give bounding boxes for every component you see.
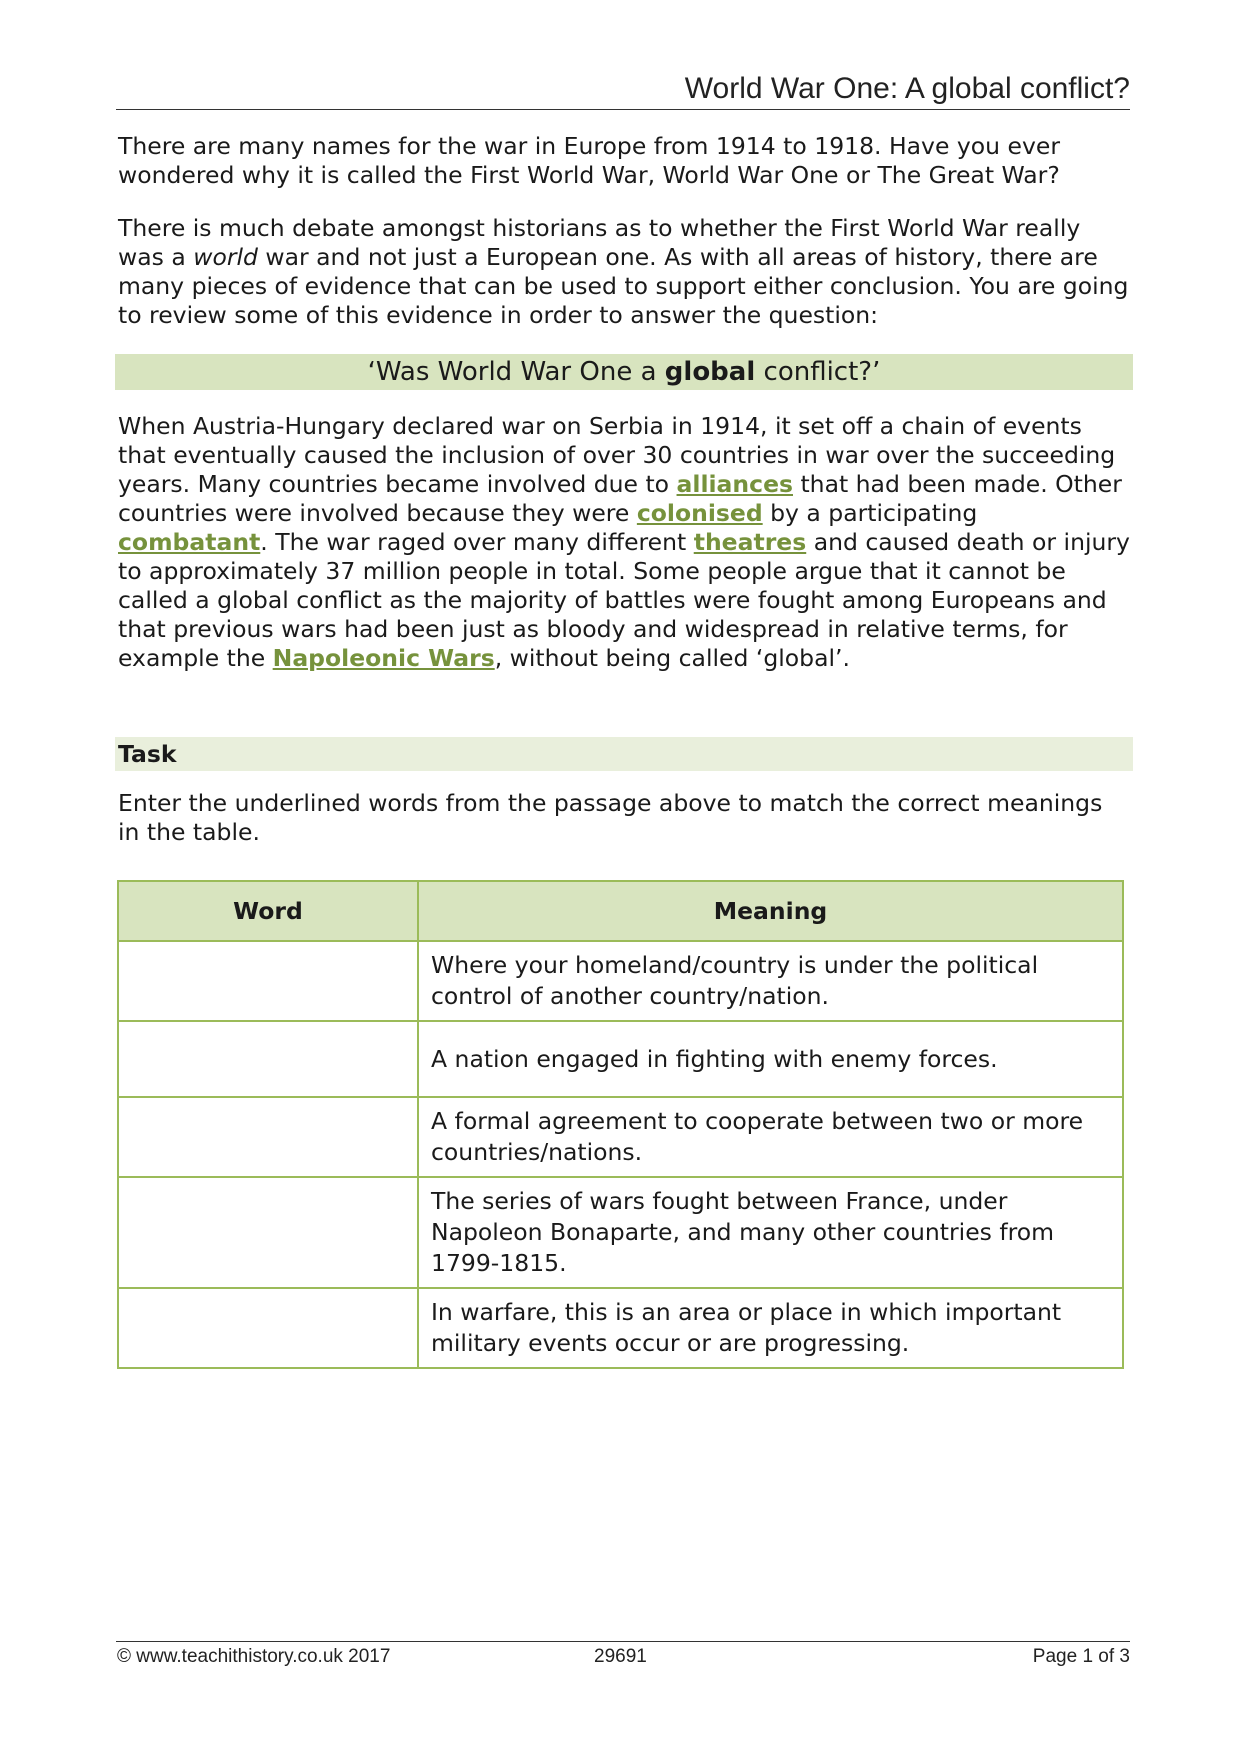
meaning-cell: Where your homeland/country is under the political control of another country/nation. [418, 941, 1123, 1021]
table-row [118, 1021, 1123, 1097]
footer-resource-code: 29691 [594, 1646, 647, 1667]
worksheet-content [118, 132, 1130, 871]
page-header-title: World War One: A global conflict? [684, 72, 1130, 105]
word-answer-cell[interactable] [118, 1021, 418, 1097]
word-answer-cell[interactable] [118, 941, 418, 1021]
task-heading: Task [115, 737, 1133, 771]
passage-paragraph: When Austria-Hungary declared war on Serbia in 1914, it set off a chain of events that eventually caused the inclusion of over 30 countries in war over the succeeding years. Many countries became involved due to alliances that had been made. Other countries were involved because they were colonised by a participating combatant. The war raged over many different theatres and caused death or injury to approximately 37 million people in total. Some people argue that it cannot be called a global conflict as the majority of battles were fought among Europeans and that previous wars had been just as bloody and widespread in relative terms, for example the Napoleonic Wars, without being called ‘global’. [118, 412, 1130, 672]
vocabulary-table [117, 880, 1124, 1369]
emphasis-world: world [193, 243, 258, 271]
term-combatant: combatant [118, 528, 261, 556]
term-theatres: theatres [693, 528, 807, 556]
intro-paragraph-2: There is much debate amongst historians as to whether the First World War really was a world war and not just a European one. As with all areas of history, there are many pieces of evidence that can be used to support either conclusion. You are going to review some of this evidence in order to answer the question: [118, 214, 1129, 329]
meaning-cell: In warfare, this is an area or place in which important military events occur or are progressing. [418, 1288, 1123, 1368]
word-answer-cell[interactable] [118, 1177, 418, 1288]
meaning-cell: A nation engaged in fighting with enemy forces. [418, 1021, 1123, 1097]
column-header-meaning: Meaning [418, 881, 1123, 941]
table-row [118, 1177, 1123, 1288]
meaning-cell: The series of wars fought between France, under Napoleon Bonaparte, and many other countries from 1799-1815. [418, 1177, 1123, 1288]
meaning-cell: A formal agreement to cooperate between two or more countries/nations. [418, 1097, 1123, 1177]
word-answer-cell[interactable] [118, 1097, 418, 1177]
header-divider [116, 109, 1130, 110]
task-instruction: Enter the underlined words from the passage above to match the correct meanings in the table. [118, 789, 1103, 846]
intro-paragraph-1: There are many names for the war in Europe from 1914 to 1918. Have you ever wondered why it is called the First World War, World War One or The Great War? [118, 132, 1061, 189]
question-bold-word: global [664, 357, 756, 387]
table-row [118, 1288, 1123, 1368]
table-header-row [118, 881, 1123, 941]
footer-page-number: Page 1 of 3 [1032, 1646, 1130, 1667]
column-header-word: Word [118, 881, 418, 941]
word-answer-cell[interactable] [118, 1288, 418, 1368]
footer-divider [116, 1641, 1130, 1642]
footer-copyright: © www.teachithistory.co.uk 2017 [117, 1646, 391, 1667]
question-banner: ‘Was World War One a global conflict?’ [115, 354, 1133, 390]
table-row [118, 941, 1123, 1021]
term-colonised: colonised [636, 499, 763, 527]
term-napoleonic-wars: Napoleonic Wars [272, 644, 495, 672]
table-row [118, 1097, 1123, 1177]
term-alliances: alliances [676, 470, 793, 498]
